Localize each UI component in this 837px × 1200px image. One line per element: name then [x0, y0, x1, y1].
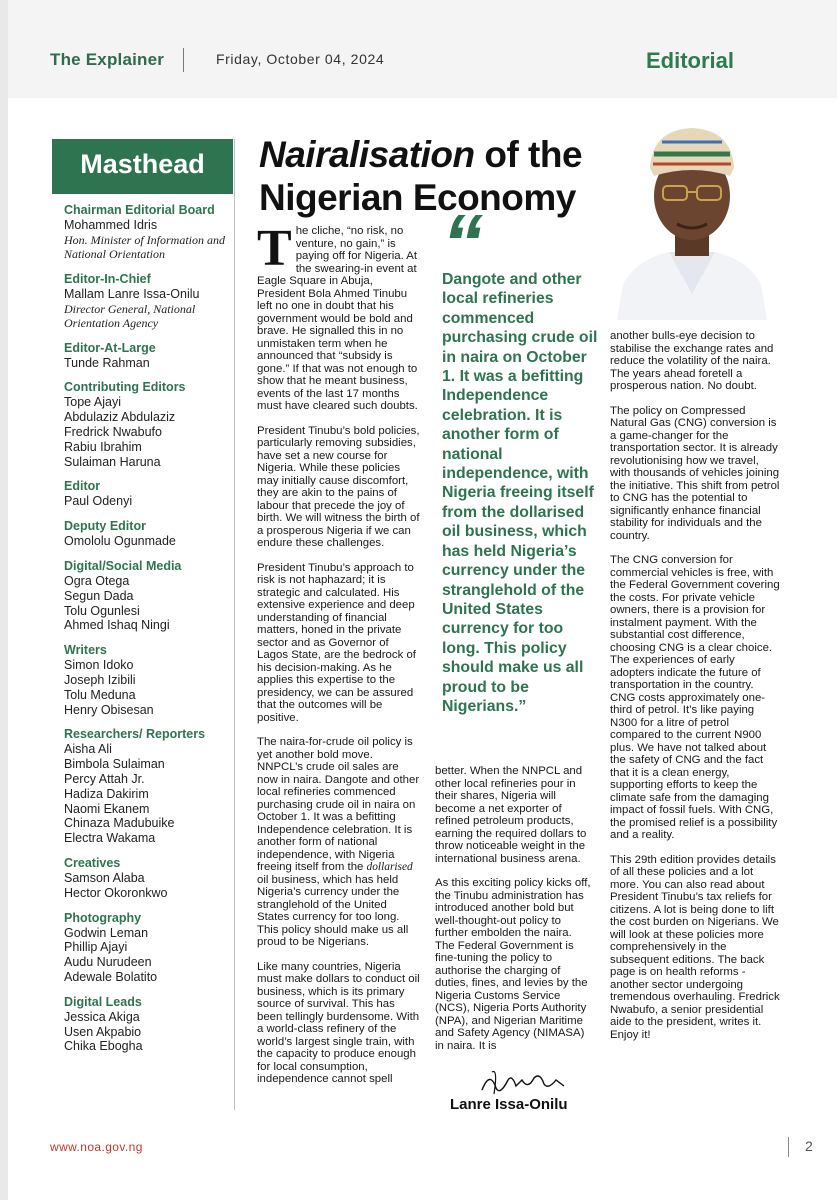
masthead-name: Simon Idoko	[64, 658, 134, 673]
masthead-group	[64, 341, 244, 371]
drop-cap: T	[257, 220, 292, 277]
masthead-name: Audu Nurudeen	[64, 955, 152, 970]
masthead-group	[64, 203, 244, 262]
masthead-name: Usen Akpabio	[64, 1024, 142, 1039]
masthead-name: Tope Ajayi	[64, 395, 121, 410]
footer-url[interactable]: www.noa.gov.ng	[50, 1140, 143, 1154]
masthead-name: Fredrick Nwabufo	[64, 424, 162, 439]
paragraph: The policy on Compressed Natural Gas (CNG) conversion is a game-changer for the transportation sector. It is already revolutionising how we travel, with thousands of vehicles joining the initiative. This shift from petrol to CNG has the potential to significantly enhance financial stability for individuals and the country.	[610, 404, 780, 542]
masthead-name: Mohammed Idris	[64, 218, 158, 232]
article-column-2	[435, 765, 593, 1064]
masthead-name: Naomi Ekanem	[64, 801, 150, 816]
page	[8, 0, 837, 1200]
masthead-name: Tunde Rahman	[64, 355, 150, 370]
masthead-group	[64, 559, 244, 633]
masthead-group	[64, 643, 244, 717]
masthead-group	[64, 995, 244, 1054]
masthead-name: Mallam Lanre Issa-Onilu	[64, 286, 200, 301]
paragraph: The naira-for-crude oil policy is yet another bold move. NNPCL’s crude oil sales are now in naira. Dangote and other local refineries commenced purchasing crude oil in naira on October 1. It was a befitting Independence celebration. It is another form of national independence, with Nigeria freeing itself from the dollarised oil business, which has held Nigeria’s currency under the stranglehold of the United States currency for too long. This policy should make us all proud to be Nigerians.	[257, 736, 420, 948]
issue-date: Friday, October 04, 2024	[216, 51, 385, 67]
paragraph: President Tinubu’s bold policies, particularly removing subsidies, have set a new course for Nigeria. While these policies may initially cause discomfort, they are akin to the pains of labour that precede the joy of birth. We will witness the birth of a prosperous Nigeria if we can endure these challenges.	[257, 424, 420, 549]
paragraph: better. When the NNPCL and other local refineries pour in their shares, Nigeria will become a net exporter of refined petroleum products, earning the required dollars to throw noticeable weight in the international business arena.	[435, 765, 587, 865]
headline-rest: of the Nigerian Economy	[259, 134, 583, 218]
pull-quote: Dangote and other local refineries commenced purchasing crude oil in naira on October 1. It was a befitting Independence celebration. It is another form of national independence, with Nigeria freeing itself from the dollarised oil business, which has held Nigeria’s currency under the stranglehold of the United States currency for too long. This policy should make us all proud to be Nigerians.”	[442, 271, 598, 715]
masthead-group	[64, 727, 244, 846]
masthead-name: Abdulaziz Abdulaziz	[64, 410, 176, 425]
header-divider	[183, 48, 184, 72]
footer-divider	[788, 1137, 789, 1157]
masthead-group-title: Creatives	[64, 855, 121, 870]
masthead-name: Jessica Akiga	[64, 1009, 140, 1024]
masthead-name: Chinaza Madubuike	[64, 816, 175, 831]
article-headline	[259, 133, 604, 219]
masthead-banner	[52, 139, 233, 194]
masthead-group	[64, 380, 244, 469]
headline-italic: Nairalisation	[259, 134, 475, 175]
masthead-name: Hadiza Dakirim	[64, 786, 149, 801]
masthead-title: Masthead	[80, 149, 205, 179]
masthead-group-title: Chairman Editorial Board	[64, 203, 215, 217]
masthead-name: Rabiu Ibrahim	[64, 439, 142, 454]
signature-icon	[478, 1066, 568, 1098]
masthead-name: Segun Dada	[64, 588, 134, 603]
masthead-name: Ogra Otega	[64, 573, 130, 588]
masthead-group-title: Editor-In-Chief	[64, 271, 151, 286]
masthead-group-title: Deputy Editor	[64, 519, 146, 534]
masthead-name: Percy Attah Jr.	[64, 771, 145, 786]
page-header	[8, 0, 837, 98]
masthead-name: Paul Odenyi	[64, 494, 133, 509]
paragraph: The CNG conversion for commercial vehicles is free, with the Federal Government covering the costs. For private vehicle owners, there is a provision for instalment payment. With the substantial cost difference, choosing CNG is a clear choice. The experiences of early adopters indicate the future of transportation in the country. CNG costs approximately one-third of petrol. It’s like paying N300 for a litre of petrol compared to the current N900 plus. We have not talked about the safety of CNG and the fact that it is a clean energy, supporting efforts to keep the climate safe from the damaging impact of fossil fuels. With CNG, the promised relief is a possibility and a reality.	[610, 554, 780, 841]
masthead-name: Joseph Izibili	[64, 672, 136, 687]
masthead-name: Omololu Ogunmade	[64, 534, 176, 549]
masthead-group	[64, 272, 244, 331]
paragraph: The cliche, “no risk, no venture, no gain,” is paying off for Nigeria. At the swearing-in event at Eagle Square in Abuja, President Bola Ahmed Tinubu left no one in doubt that his government would be bold and brave. He signalled this in no unmistaken term when he announced that “subsidy is gone.” If that was not enough to show that he meant business, events of the last 17 months must have cleared such doubts.	[257, 220, 418, 412]
masthead-group-title: Editor-At-Large	[64, 340, 156, 355]
signature-name: Lanre Issa-Onilu	[450, 1096, 568, 1113]
masthead-name: Samson Alaba	[64, 870, 145, 885]
quote-mark-icon: “	[442, 198, 477, 289]
masthead-name: Bimbola Sulaiman	[64, 757, 165, 772]
masthead-group	[64, 479, 244, 509]
masthead-name: Aisha Ali	[64, 742, 112, 757]
paragraph: another bulls-eye decision to stabilise the exchange rates and reduce the volatility of the naira. The years ahead foretell a prosperous nation. No doubt.	[610, 330, 774, 392]
masthead-name: Hector Okoronkwo	[64, 885, 168, 900]
paragraph: As this exciting policy kicks off, the Tinubu administration has introduced another bold but well-thought-out policy to further embolden the naira. The Federal Government is fine-tuning the policy to authorise the charging of duties, fines, and levies by the Nigeria Customs Service (NCS), Nigeria Ports Authority (NPA), and Nigerian Maritime and Safety Agency (NIMASA) in naira. It is	[435, 877, 591, 1052]
masthead-group-title: Digital Leads	[64, 994, 142, 1009]
masthead-group-title: Writers	[64, 643, 107, 658]
masthead-name: Henry Obisesan	[64, 702, 154, 717]
paragraph: This 29th edition provides details of all these policies and a lot more. You can also read about President Tinubu’s tax reliefs for citizens. A lot is being done to lift the cost burden on Nigerians. We will look at these policies more comprehensively in the subsequent editions. The back page is on health reforms - another sector undergoing tremendous overhauling. Fredrick Nwabufo, a senior presidential aide to the president, writes it. Enjoy it!	[610, 853, 780, 1041]
publication-name: The Explainer	[50, 50, 165, 69]
masthead-group-title: Photography	[64, 910, 142, 925]
masthead-group-title: Editor	[64, 479, 101, 494]
masthead-name: Phillip Ajayi	[64, 940, 128, 955]
masthead-name: Electra Wakama	[64, 831, 156, 846]
article-column-3	[610, 330, 780, 1053]
paragraph: Like many countries, Nigeria must make dollars to conduct oil business, which is its primary source of survival. This has been tellingly burdensome. With a world-class refinery of the world’s largest single train, with the capacity to produce enough for local consumption, independence cannot spell	[257, 960, 420, 1085]
masthead-name: Godwin Leman	[64, 925, 149, 940]
masthead-group	[64, 519, 244, 549]
paragraph: President Tinubu’s approach to risk is not haphazard; it is strategic and calculated. His extensive experience and deep understanding of financial matters, honed in the private sector and as Governor of Lagos State, are the bedrock of his decision-making. As he applies this expertise to the presidency, we can be assured that the outcomes will be positive.	[257, 561, 416, 724]
masthead-name: Tolu Meduna	[64, 687, 136, 702]
masthead-group-title: Contributing Editors	[64, 380, 186, 395]
masthead-name: Tolu Ogunlesi	[64, 603, 140, 618]
section-title: Editorial	[646, 48, 735, 73]
masthead-name: Adewale Bolatito	[64, 969, 158, 984]
masthead-group	[64, 856, 244, 901]
author-portrait	[617, 124, 767, 320]
masthead-name: Chika Ebogha	[64, 1039, 143, 1054]
masthead-name: Ahmed Ishaq Ningi	[64, 618, 170, 633]
article-column-1	[257, 220, 420, 1098]
masthead-group	[64, 911, 244, 985]
masthead-list	[64, 203, 244, 1064]
masthead-group-title: Digital/Social Media	[64, 558, 182, 573]
masthead-name: Sulaiman Haruna	[64, 454, 161, 469]
masthead-role: Director General, National Orientation Agency	[64, 301, 196, 331]
masthead-role: Hon. Minister of Information and National Orientation	[64, 232, 225, 262]
masthead-group-title: Researchers/ Reporters	[64, 727, 206, 742]
page-number: 2	[805, 1138, 813, 1154]
